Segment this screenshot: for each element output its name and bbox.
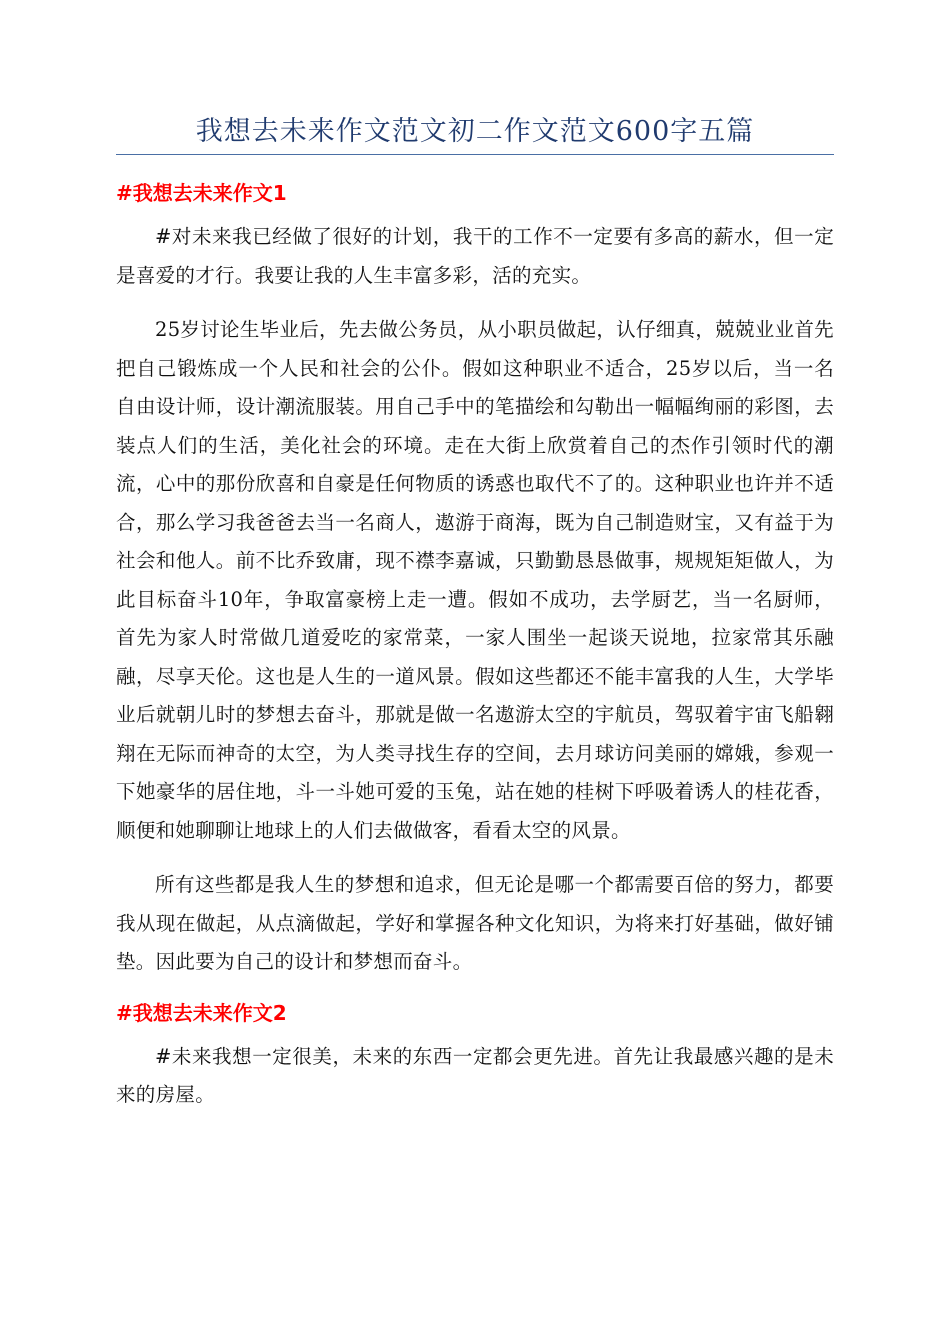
section-heading-1: #我想去未来作文1 [116,181,287,205]
document-body [116,172,834,1131]
section-heading-2: #我想去未来作文2 [116,1000,287,1025]
document-title: 我想去未来作文范文初二作文范文600字五篇 [195,116,755,147]
paragraph-1-1: #对未来我已经做了很好的计划，我干的工作不一定要有多高的薪水，但一定是喜爱的才行。我要让我的人生丰富多彩，活的充实。 [116,225,834,287]
paragraph-1-2: 25岁讨论生毕业后，先去做公务员，从小职员做起，认仔细真，兢兢业业首先把自己锻炼成一个人民和社会的公仆。假如这种职业不适合，25岁以后，当一名自由设计师，设计潮流服装。用自己手中的笔描绘和勾勒出一幅幅绚丽的彩图，去装点人们的生活，美化社会的环境。走在大街上欣赏着自己的杰作引领时代的潮流，心中的那份欣喜和自豪是任何物质的诱惑也取代不了的。这种职业也许并不适合，那么学习我爸爸去当一名商人，遨游于商海，既为自己制造财宝，又有益于为社会和他人。前不比乔致庸，现不襟李嘉诚，只勤勤恳恳做事，规规矩矩做人，为此目标奋斗10年，争取富豪榜上走一遭。假如不成功，去学厨艺，当一名厨师，首先为家人时常做几道爱吃的家常菜，一家人围坐一起谈天说地，拉家常其乐融融，尽享天伦。这也是人生的一道风景。假如这些都还不能丰富我的人生，大学毕业后就朝儿时的梦想去奋斗，那就是做一名遨游太空的宇航员，驾驭着宇宙飞船翱翔在无际而神奇的太空，为人类寻找生存的空间，去月球访问美丽的嫦娥，参观一下她豪华的居住地，斗一斗她可爱的玉兔，站在她的桂树下呼吸着诱人的桂花香，顺便和她聊聊让地球上的人们去做做客，看看太空的风景。 [116,318,834,842]
title-underline [116,154,834,155]
essay-section-1 [116,178,834,982]
essay-section-2 [116,998,834,1115]
paragraph-2-1: #未来我想一定很美，未来的东西一定都会更先进。首先让我最感兴趣的是未来的房屋。 [116,1044,834,1106]
paragraph-1-3: 所有这些都是我人生的梦想和追求，但无论是哪一个都需要百倍的努力，都要我从现在做起，从点滴做起，学好和掌握各种文化知识，为将来打好基础，做好铺垫。因此要为自己的设计和梦想而奋斗。 [116,873,834,973]
